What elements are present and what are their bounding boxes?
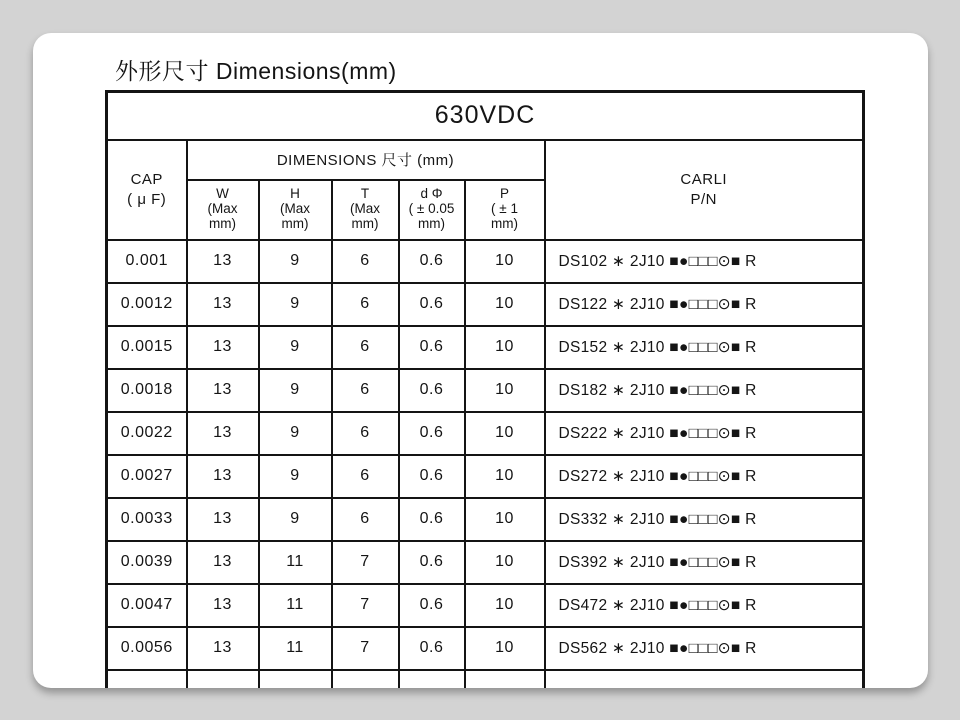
pn-header-line2: P/N: [690, 190, 718, 208]
cell-cap: 0.0018: [107, 369, 187, 412]
cell-empty: [465, 670, 545, 689]
cell-cap: 0.001: [107, 240, 187, 283]
cell-empty: [107, 670, 187, 689]
cell-h: 11: [259, 541, 332, 584]
cell-h: 9: [259, 455, 332, 498]
cell-w: 13: [187, 369, 259, 412]
cell-t: 6: [332, 455, 399, 498]
cell-cap: 0.0056: [107, 627, 187, 670]
cell-cap: 0.0022: [107, 412, 187, 455]
cell-cap: 0.0015: [107, 326, 187, 369]
cell-w: 13: [187, 541, 259, 584]
cell-h: 11: [259, 584, 332, 627]
cell-part-number: DS562 ∗ 2J10 ■●□□□⊙■ R: [545, 627, 864, 670]
cell-part-number: DS272 ∗ 2J10 ■●□□□⊙■ R: [545, 455, 864, 498]
cell-empty: [399, 670, 465, 689]
cell-h: 9: [259, 240, 332, 283]
cell-p: 10: [465, 326, 545, 369]
table-row: [107, 412, 864, 455]
cell-t: 6: [332, 283, 399, 326]
cell-d: 0.6: [399, 627, 465, 670]
cell-w: 13: [187, 240, 259, 283]
table-row: [107, 584, 864, 627]
cell-part-number: DS222 ∗ 2J10 ■●□□□⊙■ R: [545, 412, 864, 455]
part-number-column-header: [545, 140, 864, 240]
cell-t: 6: [332, 498, 399, 541]
cell-p: 10: [465, 541, 545, 584]
cell-p: 10: [465, 240, 545, 283]
cell-empty: [187, 670, 259, 689]
table-row: [107, 455, 864, 498]
cell-w: 13: [187, 455, 259, 498]
cell-p: 10: [465, 498, 545, 541]
table-row: [107, 627, 864, 670]
cell-t: 7: [332, 541, 399, 584]
cell-empty: [545, 670, 864, 689]
cap-column-header: [107, 140, 187, 240]
cell-w: 13: [187, 283, 259, 326]
cell-part-number: DS332 ∗ 2J10 ■●□□□⊙■ R: [545, 498, 864, 541]
cell-w: 13: [187, 627, 259, 670]
cell-t: 6: [332, 240, 399, 283]
voltage-header-row: [107, 92, 864, 140]
column-header-w: W (Max mm): [187, 180, 259, 240]
slide: [33, 33, 928, 688]
cell-d: 0.6: [399, 498, 465, 541]
cell-w: 13: [187, 584, 259, 627]
cell-cap: 0.0027: [107, 455, 187, 498]
cell-empty: [332, 670, 399, 689]
cell-d: 0.6: [399, 283, 465, 326]
table-row: [107, 240, 864, 283]
cell-part-number: DS122 ∗ 2J10 ■●□□□⊙■ R: [545, 283, 864, 326]
column-header-p: P ( ± 1 mm): [465, 180, 545, 240]
cell-h: 9: [259, 498, 332, 541]
cell-p: 10: [465, 412, 545, 455]
cell-t: 7: [332, 627, 399, 670]
cell-cap: 0.0033: [107, 498, 187, 541]
cell-part-number: DS102 ∗ 2J10 ■●□□□⊙■ R: [545, 240, 864, 283]
cell-h: 9: [259, 412, 332, 455]
cell-cap: 0.0039: [107, 541, 187, 584]
cap-header-line2: ( μ F): [127, 190, 167, 208]
cell-p: 10: [465, 584, 545, 627]
cell-w: 13: [187, 326, 259, 369]
cell-p: 10: [465, 369, 545, 412]
dimensions-table: [105, 90, 865, 688]
cell-d: 0.6: [399, 369, 465, 412]
table-row: [107, 326, 864, 369]
cell-empty: [259, 670, 332, 689]
table-row: [107, 498, 864, 541]
cell-w: 13: [187, 412, 259, 455]
cell-d: 0.6: [399, 240, 465, 283]
cell-t: 6: [332, 369, 399, 412]
column-header-d: d Φ ( ± 0.05 mm): [399, 180, 465, 240]
group-header-row: [107, 140, 864, 180]
pn-header-line1: CARLI: [680, 171, 728, 188]
cell-d: 0.6: [399, 412, 465, 455]
page-title: 外形尺寸 Dimensions(mm): [115, 58, 397, 84]
cell-h: 9: [259, 369, 332, 412]
cell-d: 0.6: [399, 326, 465, 369]
cell-d: 0.6: [399, 584, 465, 627]
cell-h: 9: [259, 283, 332, 326]
table-row: [107, 369, 864, 412]
cell-p: 10: [465, 455, 545, 498]
cell-t: 7: [332, 584, 399, 627]
cell-part-number: DS152 ∗ 2J10 ■●□□□⊙■ R: [545, 326, 864, 369]
cell-t: 6: [332, 326, 399, 369]
cell-part-number: DS182 ∗ 2J10 ■●□□□⊙■ R: [545, 369, 864, 412]
cell-t: 6: [332, 412, 399, 455]
dimensions-group-header: DIMENSIONS 尺寸 (mm): [187, 140, 545, 180]
voltage-header: 630VDC: [107, 92, 864, 140]
cell-part-number: DS472 ∗ 2J10 ■●□□□⊙■ R: [545, 584, 864, 627]
table-row: [107, 541, 864, 584]
column-header-t: T (Max mm): [332, 180, 399, 240]
table-row: [107, 283, 864, 326]
cell-p: 10: [465, 627, 545, 670]
cell-cap: 0.0012: [107, 283, 187, 326]
cell-d: 0.6: [399, 541, 465, 584]
table-row-partial: [107, 670, 864, 689]
cell-p: 10: [465, 283, 545, 326]
cell-cap: 0.0047: [107, 584, 187, 627]
column-header-h: H (Max mm): [259, 180, 332, 240]
cell-h: 11: [259, 627, 332, 670]
cell-w: 13: [187, 498, 259, 541]
cell-d: 0.6: [399, 455, 465, 498]
cell-part-number: DS392 ∗ 2J10 ■●□□□⊙■ R: [545, 541, 864, 584]
cap-header-line1: CAP: [130, 171, 163, 188]
cell-h: 9: [259, 326, 332, 369]
